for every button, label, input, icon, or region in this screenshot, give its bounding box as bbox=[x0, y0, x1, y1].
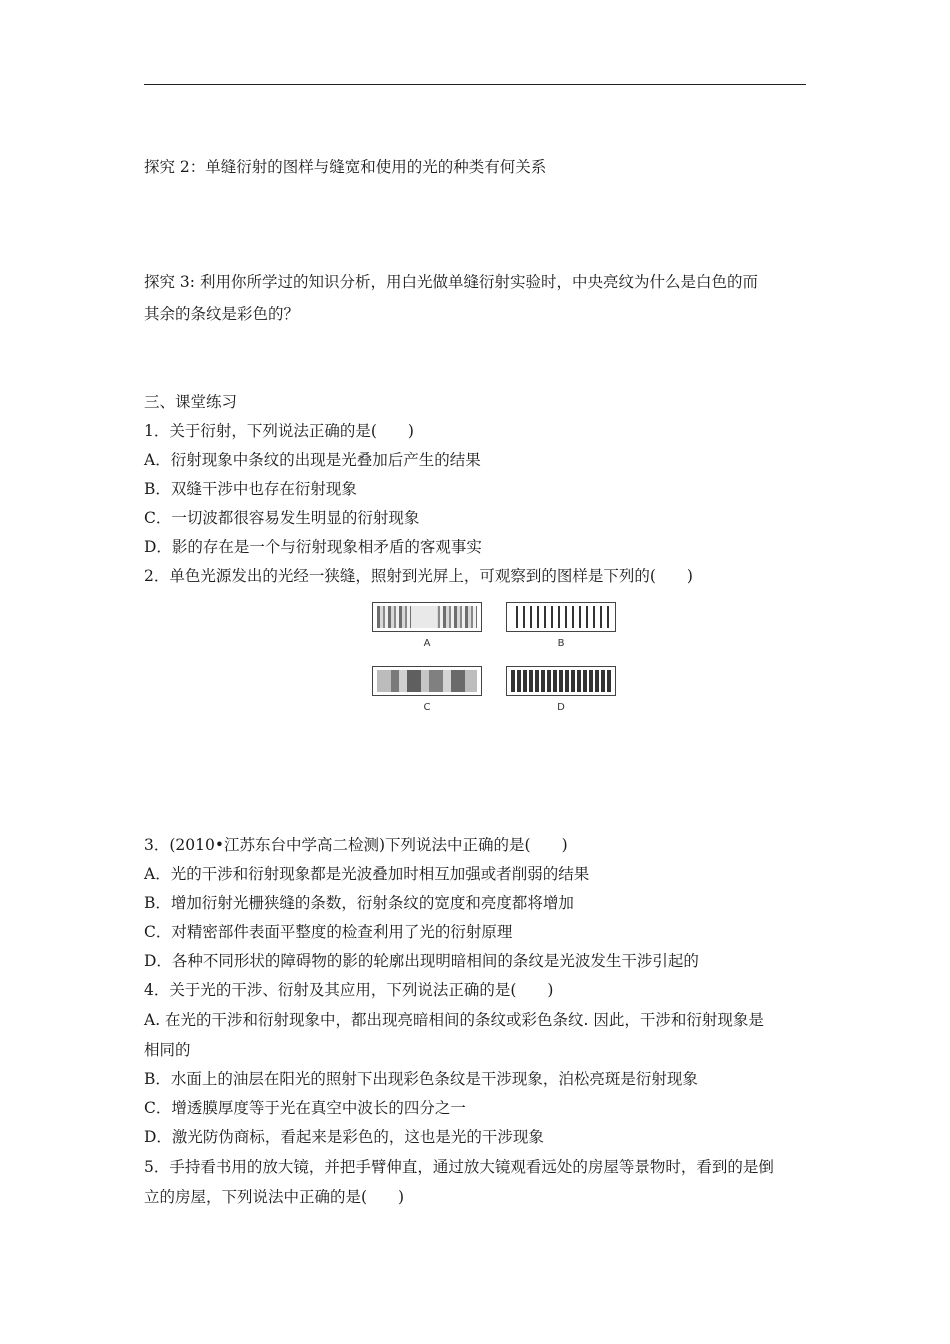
pattern-b-image bbox=[511, 606, 611, 628]
pattern-b-panel bbox=[506, 602, 616, 632]
question-5-stem-line-1: 5．手持看书用的放大镜，并把手臂伸直，通过放大镜观看远处的房屋等景物时，看到的是倒 bbox=[144, 1158, 774, 1176]
pattern-d-panel bbox=[506, 666, 616, 696]
question-1-option-a: A．衍射现象中条纹的出现是光叠加后产生的结果 bbox=[144, 451, 481, 469]
question-4-stem: 4．关于光的干涉、衍射及其应用，下列说法正确的是( ) bbox=[144, 981, 554, 999]
question-4-option-c: C．增透膜厚度等于光在真空中波长的四分之一 bbox=[144, 1099, 466, 1117]
question-3-option-b: B．增加衍射光栅狭缝的条数，衍射条纹的宽度和亮度都将增加 bbox=[144, 894, 574, 912]
question-2-stem: 2．单色光源发出的光经一狭缝，照射到光屏上，可观察到的图样是下列的( ) bbox=[144, 567, 693, 585]
exercise-heading: 三、课堂练习 bbox=[144, 393, 238, 411]
pattern-c-image bbox=[377, 670, 477, 692]
pattern-d-image bbox=[511, 670, 611, 692]
question-1-stem: 1．关于衍射，下列说法正确的是( ) bbox=[144, 422, 414, 440]
header-rule bbox=[144, 84, 806, 85]
inquiry-3-line-2: 其余的条纹是彩色的？ bbox=[144, 305, 300, 323]
question-1-option-d: D．影的存在是一个与衍射现象相矛盾的客观事实 bbox=[144, 538, 482, 556]
question-3-option-c: C．对精密部件表面平整度的检查利用了光的衍射原理 bbox=[144, 923, 513, 941]
question-4-option-b: B．水面上的油层在阳光的照射下出现彩色条纹是干涉现象，泊松亮斑是衍射现象 bbox=[144, 1070, 698, 1088]
question-1-option-c: C．一切波都很容易发生明显的衍射现象 bbox=[144, 509, 420, 527]
question-3-option-a: A．光的干涉和衍射现象都是光波叠加时相互加强或者削弱的结果 bbox=[144, 865, 590, 883]
pattern-c-panel bbox=[372, 666, 482, 696]
question-1-option-b: B．双缝干涉中也存在衍射现象 bbox=[144, 480, 357, 498]
diffraction-pattern-figure bbox=[372, 602, 620, 720]
inquiry-2: 探究 2：单缝衍射的图样与缝宽和使用的光的种类有何关系 bbox=[144, 158, 547, 176]
pattern-d-label: D bbox=[557, 702, 565, 713]
pattern-a-image bbox=[377, 606, 477, 628]
question-4-option-a: A. 在光的干涉和衍射现象中，都出现亮暗相间的条纹或彩色条纹. 因此，干涉和衍射现象是 bbox=[144, 1011, 764, 1029]
pattern-b-label: B bbox=[557, 638, 565, 649]
pattern-c-label: C bbox=[423, 702, 431, 713]
question-5-stem-line-2: 立的房屋，下列说法中正确的是( ) bbox=[144, 1188, 405, 1206]
question-4-option-a-cont: 相同的 bbox=[144, 1041, 191, 1059]
pattern-a-panel bbox=[372, 602, 482, 632]
question-3-option-d: D．各种不同形状的障碍物的影的轮廓出现明暗相间的条纹是光波发生干涉引起的 bbox=[144, 952, 699, 970]
question-4-option-d: D．激光防伪商标，看起来是彩色的，这也是光的干涉现象 bbox=[144, 1128, 544, 1146]
question-3-stem: 3．(2010•江苏东台中学高二检测)下列说法中正确的是( ) bbox=[144, 836, 568, 854]
inquiry-3-line-1: 探究 3: 利用你所学过的知识分析，用白光做单缝衍射实验时，中央亮纹为什么是白色的而 bbox=[144, 273, 758, 291]
pattern-a-label: A bbox=[423, 638, 431, 649]
